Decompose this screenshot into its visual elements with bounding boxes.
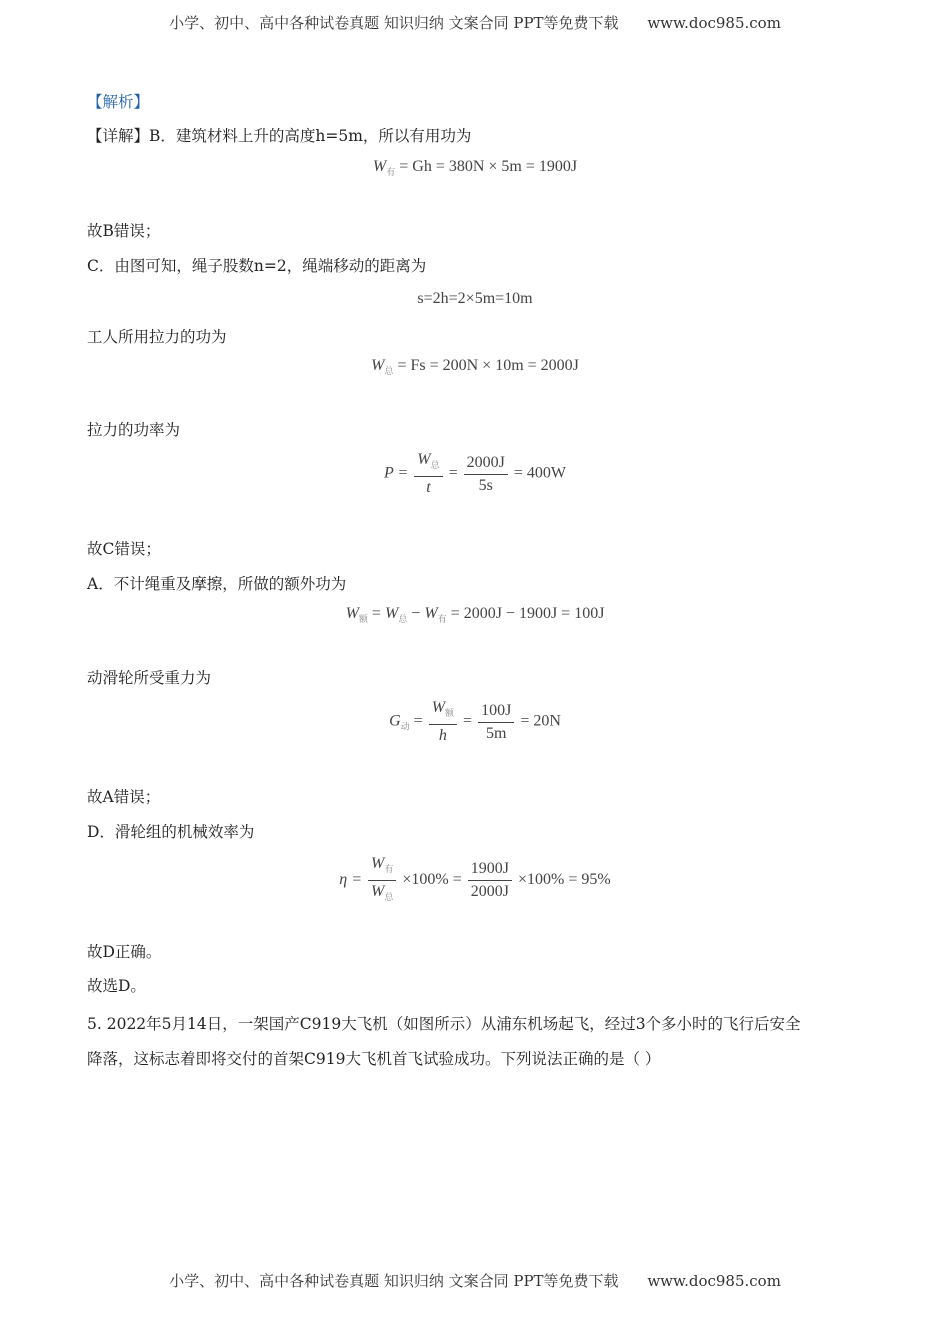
c-wrong: 故C错误；: [87, 540, 161, 558]
a-intro: A．不计绳重及摩擦，所做的额外功为: [87, 575, 347, 593]
question5-line1: 5. 2022年5月14日，一架国产C919大飞机（如图所示）从浦东机场起飞，经过3个多小时的飞行后安全: [87, 1015, 801, 1033]
equation-power: P = $\frac{W_总}{t}$ = $\frac{2000J}{5s}$ = 400W: [383, 451, 566, 496]
equation-total-work: $W_总 = Fs = 200N \times 10m = 2000J$: [371, 357, 579, 376]
page-footer: [0, 1270, 950, 1291]
gravity-label: 动滑轮所受重力为: [87, 669, 212, 687]
power-label: 拉力的功率为: [87, 421, 181, 439]
equation-efficiency: η = $\frac{W_有}{W_总}$ ×100% = $\frac{1900J}{2000J}$ ×100% = 95%: [0, 854, 950, 907]
fraction-w-over-h: $\frac{W_额}{h}$: [429, 698, 457, 746]
fraction-1900-over-2000: $\frac{1900J}{2000J}$: [468, 859, 512, 902]
fraction-wyou-over-wzong: $\frac{W_有}{W_总}$: [368, 854, 396, 907]
d-intro: D．滑轮组的机械效率为: [87, 823, 255, 841]
fraction-w-over-t: $\frac{W_总}{t}$: [414, 450, 442, 498]
fraction-2000-over-5: $\frac{2000J}{5s}$: [464, 453, 508, 496]
footer-text: 小学、初中、高中各种试卷真题 知识归纳 文案合同 PPT等免费下载: [169, 1272, 619, 1290]
equation-useful-work: $W_有 = Gh = 380N \times 5m = 1900J$: [372, 158, 578, 177]
header-url[interactable]: www.doc985.com: [647, 14, 781, 32]
equation-extra-work: $W_额 = W_总 - W_有 = 2000J - 1900J = 100J$: [345, 605, 605, 624]
equation-gravity: $G_动$ = $\frac{W_额}{h}$ = $\frac{100J}{5m}$ = 20N: [389, 699, 561, 744]
detail-intro: 【详解】B．建筑材料上升的高度h=5m，所以有用功为: [87, 127, 472, 145]
fraction-100-over-5: $\frac{100J}{5m}$: [478, 701, 514, 744]
b-wrong: 故B错误；: [87, 222, 161, 240]
c-intro: C．由图可知，绳子股数n=2，绳端移动的距离为: [87, 257, 427, 275]
question5-line2: 降落，这标志着即将交付的首架C919大飞机首飞试验成功。下列说法正确的是（ ）: [87, 1050, 661, 1068]
page-header: [0, 12, 950, 33]
footer-url[interactable]: www.doc985.com: [647, 1272, 781, 1290]
a-wrong: 故A错误；: [87, 788, 161, 806]
work-label: 工人所用拉力的功为: [87, 328, 227, 346]
header-text: 小学、初中、高中各种试卷真题 知识归纳 文案合同 PPT等免费下载: [169, 14, 619, 32]
equation-distance: s=2h=2×5m=10m: [417, 290, 533, 307]
analysis-heading: 【解析】: [87, 93, 150, 111]
choose-answer: 故选D。: [87, 977, 146, 995]
d-right: 故D正确。: [87, 943, 162, 961]
